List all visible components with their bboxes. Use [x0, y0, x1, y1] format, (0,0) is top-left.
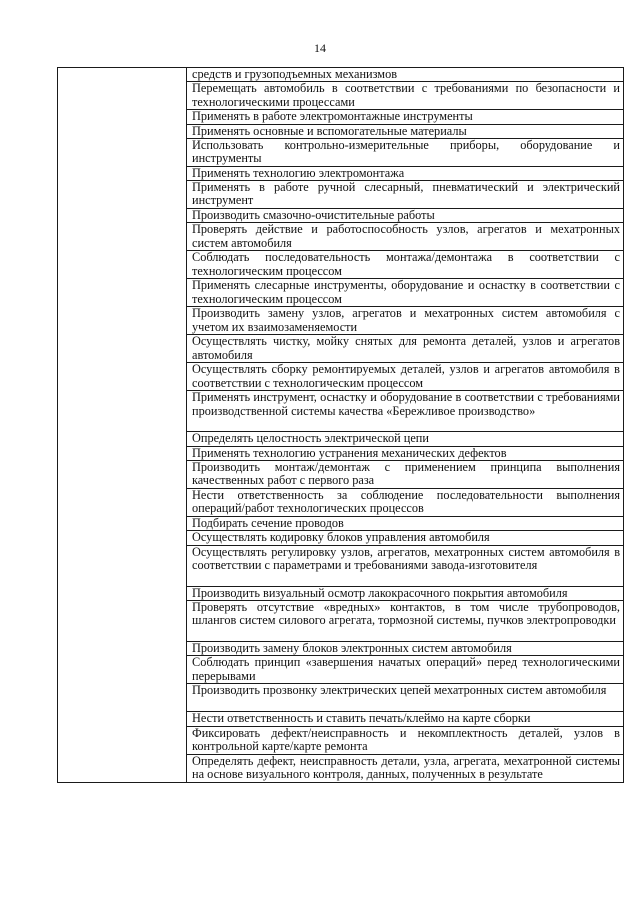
skill-cell: Применять технологию электромонтажа	[187, 166, 624, 180]
skill-cell: Соблюдать последовательность монтажа/демонтажа в соответствии с технологическим процессом	[187, 251, 624, 279]
empty-left-cell	[58, 68, 187, 783]
skill-cell: Подбирать сечение проводов	[187, 517, 624, 531]
skill-cell: Определять дефект, неисправность детали, узла, агрегата, мехатронной системы на основе визуального контроля, данных, полученных в результате	[187, 754, 624, 782]
page-number: 14	[314, 41, 326, 55]
skill-cell: Производить замену блоков электронных систем автомобиля	[187, 641, 624, 655]
skill-cell: Производить прозвонку электрических цепей мехатронных систем автомобиля	[187, 684, 624, 712]
table-row	[58, 68, 624, 82]
skill-cell: Производить монтаж/демонтаж с применением принципа выполнения качественных работ с первого раза	[187, 461, 624, 489]
skill-cell: Осуществлять сборку ремонтируемых деталей, узлов и агрегатов автомобиля в соответствии с технологическим процессом	[187, 363, 624, 391]
skill-cell: Применять инструмент, оснастку и оборудование в соответствии с требованиями производственной системы качества «Бережливое производство»	[187, 391, 624, 432]
skill-cell: Применять основные и вспомогательные материалы	[187, 124, 624, 138]
skill-cell: Производить замену узлов, агрегатов и мехатронных систем автомобиля с учетом их взаимозаменяемости	[187, 307, 624, 335]
skill-cell: Использовать контрольно-измерительные приборы, оборудование и инструменты	[187, 138, 624, 166]
skill-cell: Применять технологию устранения механических дефектов	[187, 446, 624, 460]
skill-cell: Производить визуальный осмотр лакокрасочного покрытия автомобиля	[187, 586, 624, 600]
skill-cell: Нести ответственность и ставить печать/клеймо на карте сборки	[187, 712, 624, 726]
skill-cell: Производить смазочно-очистительные работы	[187, 209, 624, 223]
skill-cell: Осуществлять кодировку блоков управления автомобиля	[187, 531, 624, 545]
skill-cell: Перемещать автомобиль в соответствии с требованиями по безопасности и технологическими процессами	[187, 82, 624, 110]
skill-cell: Проверять отсутствие «вредных» контактов, в том числе трубопроводов, шлангов систем силового агрегата, тормозной системы, пучков электропроводки	[187, 600, 624, 641]
skill-cell: Определять целостность электрической цепи	[187, 432, 624, 446]
skill-cell: Фиксировать дефект/неисправность и некомплектность деталей, узлов в контрольной карте/карте ремонта	[187, 726, 624, 754]
skill-cell: Соблюдать принцип «завершения начатых операций» перед технологическими перерывами	[187, 656, 624, 684]
skill-cell: Нести ответственность за соблюдение последовательности выполнения операций/работ технологических процессов	[187, 489, 624, 517]
skill-cell: Осуществлять регулировку узлов, агрегатов, мехатронных систем автомобиля в соответствии с параметрами и требованиями завода-изготовителя	[187, 545, 624, 586]
skills-table	[57, 67, 624, 783]
skill-cell: Применять в работе электромонтажные инструменты	[187, 110, 624, 124]
skill-cell: Проверять действие и работоспособность узлов, агрегатов и мехатронных систем автомобиля	[187, 223, 624, 251]
skill-cell: Применять в работе ручной слесарный, пневматический и электрический инструмент	[187, 181, 624, 209]
skill-cell: Осуществлять чистку, мойку снятых для ремонта деталей, узлов и агрегатов автомобиля	[187, 335, 624, 363]
skill-cell: средств и грузоподъемных механизмов	[187, 68, 624, 82]
skill-cell: Применять слесарные инструменты, оборудование и оснастку в соответствии с технологическим процессом	[187, 279, 624, 307]
